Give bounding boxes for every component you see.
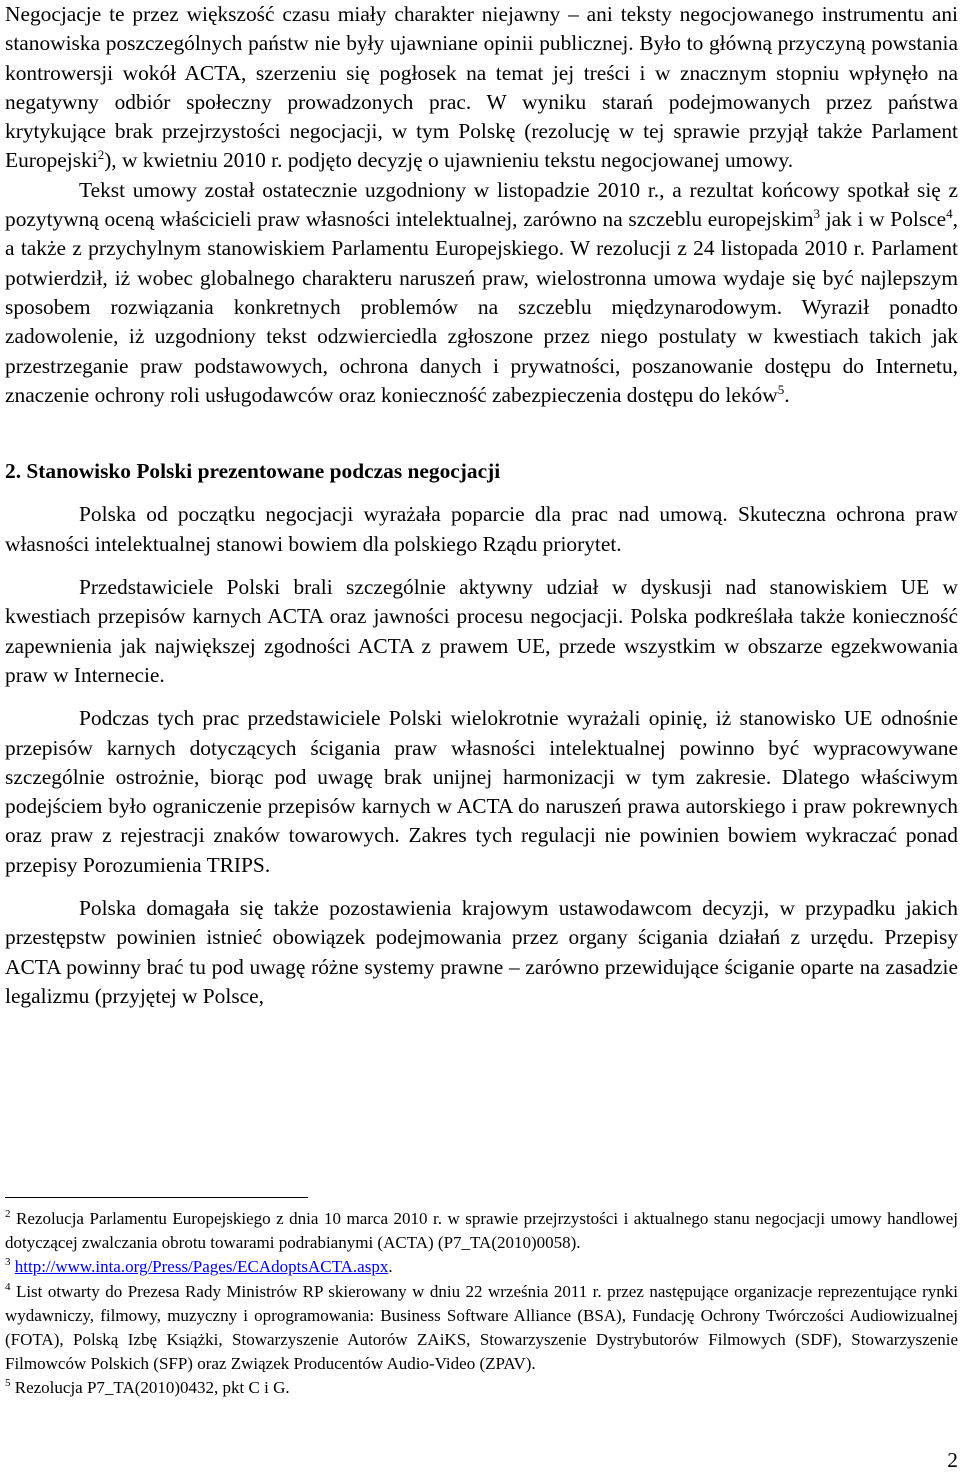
page-number: 2 (947, 1448, 958, 1472)
spacer (5, 690, 958, 704)
spacer (5, 559, 958, 573)
footnote-5: $^5$ Rezolucja P7_TA(2010)0432, pkt C i G. (5, 1377, 290, 1398)
paragraph-support: Polska od początku negocjacji wyrażała poparcie dla prac nad umową. Skuteczna ochrona praw własności intelektualnej stanowi bowiem dla polskiego Rządu priorytet. (5, 502, 958, 556)
footnote-3: $^3$ http://www.inta.org/Press/Pages/ECAdoptsACTA.aspx. (5, 1256, 393, 1277)
spacer (5, 486, 958, 500)
paragraph-criminal-provisions: Podczas tych prac przedstawiciele Polski wielokrotnie wyrażali opinię, iż stanowisko UE odnośnie przepisów karnych dotyczących ścigania praw własności intelektualnej powinno być wypracowywane szczególnie ostrożnie, biorąc pod uwagę brak unijnej harmonizacji w tym zakresie. Dlatego właściwym podejściem było ograniczenie przepisów karnych w ACTA do naruszeń prawa autorskiego i praw pokrewnych oraz praw z rejestracji znaków towarowych. Zakres tych regulacji nie powinien bowiem wykraczać ponad przepisy Porozumienia TRIPS. (5, 706, 958, 877)
footnote-ref-4[interactable]: 4 (946, 206, 953, 222)
footnote-4: $^4$ List otwarty do Prezesa Rady Ministrów RP skierowany w dniu 22 września 2011 r. przez następujące organizacje reprezentujące rynki wydawniczy, filmowy, muzyczny i oprogramowania: Business Software Alliance (BSA), Fundację Ochrony Twórczości Audiowizualnej (FOTA), Polską Izbę Książki, Stowarzyszenie Autorów ZAiKS, Stowarzyszenie Dystrybutorów Filmowych (SDF), Stowarzyszenie Filmowców Polskich (SFP) oraz Związek Producentów Audio-Video (ZPAV). (5, 1280, 958, 1374)
paragraph-legislators: Polska domagała się także pozostawienia krajowym ustawodawcom decyzji, w przypadku jakich przestępstw powinien istnieć obowiązek podejmowania przez organy ścigania działań z urzędu. Przepisy ACTA powinny brać tu pod uwagę różne systemy prawne – zarówno przewidujące ściganie oparte na zasadzie legalizmu (przyjętej w Polsce, (5, 896, 958, 1008)
footnote-ref-2[interactable]: 2 (97, 147, 105, 163)
footnote-ref-5[interactable]: 5 (777, 381, 785, 397)
paragraph-agreement: Tekst umowy został ostatecznie uzgodniony w listopadzie 2010 r., a rezultat końcowy spotkał się z pozytywną oceną właścicieli praw własności intelektualnej, zarówno na szczeblu europejskim$^3$ jak i w Polsce$^4$, a także z przychylnym stanowiskiem Parlamentu Europejskiego. W rezolucji z 24 listopada 2010 r. Parlament potwierdził, iż wobec globalnego charakteru naruszeń praw, wielostronna umowa wydaje się być najlepszym sposobem rozwiązania konkretnych problemów na szczeblu międzynarodowym. Wyraził ponadto zadowolenie, iż uzgodniony tekst odzwierciedla zgłoszone przez niego postulaty w kwestiach takich jak przestrzeganie praw podstawowych, ochrona danych i prywatności, poszanowanie dostępu do Internetu, znaczenie ochrony roli usługodawców oraz konieczność zabezpieczenia dostępu do leków$^5$. (5, 177, 959, 407)
spacer (5, 880, 958, 894)
footnote-2: $^2$ Rezolucja Parlamentu Europejskiego z dnia 10 marca 2010 r. w sprawie przejrzystości i aktualnego stanu negocjacji umowy handlowej dotyczącej zwalczania obrotu towarami podrabianymi (ACTA) (P7_TA(2010)0058). (5, 1208, 958, 1253)
footnote-separator (5, 1197, 308, 1198)
spacer (5, 410, 958, 457)
footnotes (5, 1207, 958, 1401)
paragraph-secrecy: Negocjacje te przez większość czasu miały charakter niejawny – ani teksty negocjowanego instrumentu ani stanowiska poszczególnych państw nie były ujawniane opinii publicznej. Było to główną przyczyną powstania kontrowersji wokół ACTA, szerzeniu się pogłosek na temat jej treści i w znacznym stopniu wpłynęło na negatywny odbiór społeczny prowadzonych prac. W wyniku starań podejmowanych przez państwa krytykujące brak przejrzystości negocjacji, w tym Polskę (rezolucję w tej sprawie przyjął także Parlament Europejski$^2$), w kwietniu 2010 r. podjęto decyzję o ujawnieniu tekstu negocjowanej umowy. (5, 2, 958, 173)
document-page (5, 0, 959, 1398)
section-heading: 2. Stanowisko Polski prezentowane podczas negocjacji (5, 459, 501, 484)
footnote-ref-3[interactable]: 3 (813, 206, 821, 222)
footnote-link[interactable]: http://www.inta.org/Press/Pages/ECAdoptsACTA.aspx (14, 1257, 389, 1277)
paragraph-representatives: Przedstawiciele Polski brali szczególnie aktywny udział w dyskusji nad stanowiskiem UE w kwestiach przepisów karnych ACTA oraz jawności procesu negocjacji. Polska podkreślała także konieczność zapewnienia jak największej zgodności ACTA z prawem UE, przede wszystkim w obszarze egzekwowania praw w Internecie. (5, 575, 958, 687)
